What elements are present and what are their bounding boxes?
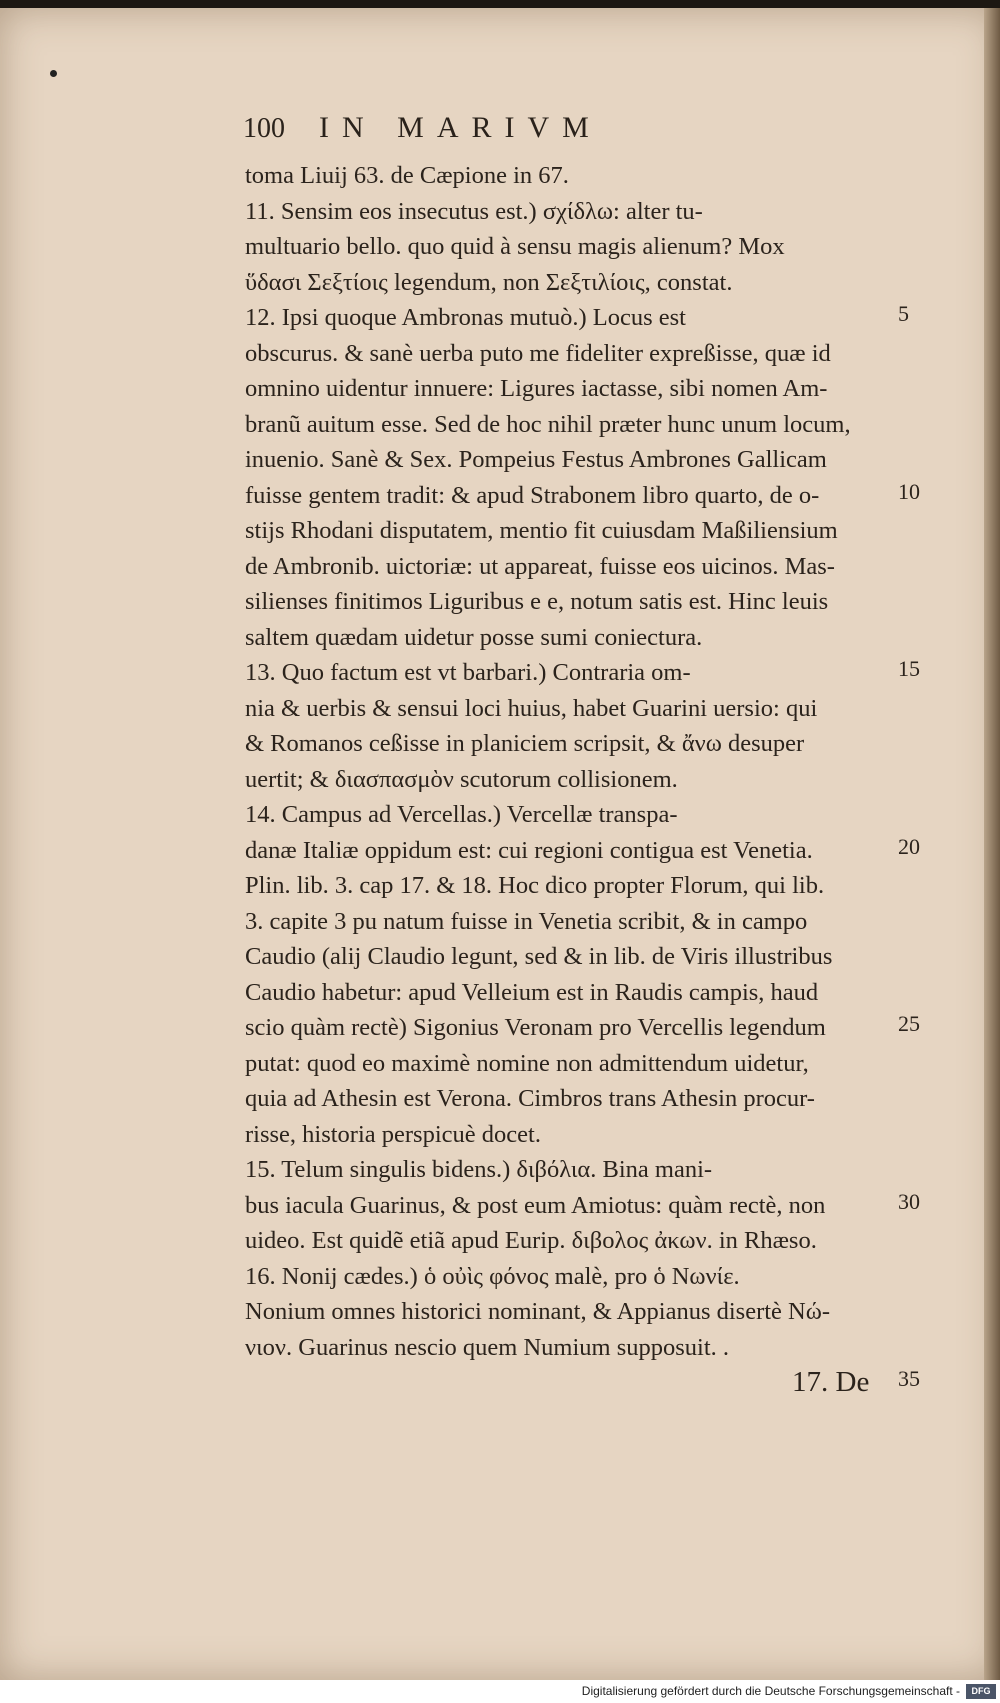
ink-spot: [50, 70, 57, 77]
text-line: νιον. Guarinus nescio quem Numium supposuit. .: [245, 1333, 730, 1361]
margin-number: 10: [898, 479, 920, 504]
catchword-line: [245, 1365, 895, 1401]
text-line: Plin. lib. 3. cap 17. & 18. Hoc dico propter Florum, qui lib.: [245, 872, 825, 899]
text-line: Caudio (alij Claudio legunt, sed & in lib. de Viris illustribus: [245, 943, 833, 970]
catchword: 17. De: [792, 1366, 870, 1398]
text-line: nia & uerbis & sensui loci huius, habet Guarini uersio: qui: [245, 694, 818, 722]
text-line: omnino uidentur innuere: Ligures iactasse, sibi nomen Am-: [245, 375, 828, 402]
text-line: de Ambronib. uictoriæ: ut appareat, fuisse eos uicinos. Mas-: [245, 552, 835, 580]
text-line: Nonium omnes historici nominant, & Appianus disertè Νώ-: [245, 1298, 831, 1325]
text-line: quia ad Athesin est Verona. Cimbros trans Athesin procur-: [245, 1085, 815, 1112]
running-head: IN MARIVM: [319, 111, 602, 144]
text-line: danæ Italiæ oppidum est: cui regioni contigua est Venetia.: [245, 836, 813, 864]
body-text: [245, 158, 895, 1401]
text-line: Caudio habetur: apud Velleium est in Raudis campis, haud: [245, 978, 819, 1006]
text-line: uertit; & διασπασμὸν scutorum collisionem.: [245, 765, 678, 793]
text-line: uideo. Est quidẽ etiã apud Eurip. διβολος ἀκων. in Rhæso.: [245, 1227, 817, 1254]
margin-number: 35: [898, 1366, 920, 1391]
text-line: bus iacula Guarinus, & post eum Amiotus: quàm rectè, non: [245, 1191, 826, 1219]
margin-number: 15: [898, 656, 920, 681]
text-line: risse, historia perspicuè docet.: [245, 1120, 541, 1148]
dfg-logo-icon: DFG: [966, 1684, 996, 1699]
page-edge: [984, 8, 1000, 1680]
text-line: putat: quod eo maximè nomine non admittendum uidetur,: [245, 1049, 809, 1077]
text-line: scio quàm rectè) Sigonius Veronam pro Vercellis legendum: [245, 1014, 826, 1041]
text-line: 15. Telum singulis bidens.) διβόλια. Bina mani-: [245, 1156, 713, 1183]
text-line: multuario bello. quo quid à sensu magis alienum? Mox: [245, 233, 785, 260]
margin-number: 25: [898, 1011, 920, 1036]
page-header: [243, 111, 753, 145]
page-number: 100: [243, 113, 285, 144]
text-line: silienses finitimos Liguribus e e, notum satis est. Hinc leuis: [245, 588, 829, 615]
funding-note: Digitalisierung gefördert durch die Deutsche Forschungsgemeinschaft -: [581, 1684, 960, 1698]
text-line: ὕδασι Σεξτίοις legendum, non Σεξτιλίοις, constat.: [245, 268, 733, 296]
text-line: 3. capite 3 pu natum fuisse in Venetia scribit, & in campo: [245, 907, 808, 935]
text-line: saltem quædam uidetur posse sumi coniectura.: [245, 623, 703, 651]
text-line: obscurus. & sanè uerba puto me fideliter expreßisse, quæ id: [245, 339, 831, 367]
margin-number: 30: [898, 1189, 920, 1214]
text-line: branũ auitum esse. Sed de hoc nihil præter hunc unum locum,: [245, 410, 851, 438]
text-line: 14. Campus ad Vercellas.) Vercellæ transpa-: [245, 801, 678, 828]
book-page: [0, 8, 1000, 1680]
text-line: stijs Rhodani disputatem, mentio fit cuiusdam Maßiliensium: [245, 517, 838, 544]
text-line: toma Liuij 63. de Cæpione in 67.: [245, 162, 569, 189]
text-line: 13. Quo factum est vt barbari.) Contraria om-: [245, 659, 691, 686]
text-line: 11. Sensim eos insecutus est.) σχίδλω: alter tu-: [245, 197, 703, 225]
digitization-footer: [0, 1680, 1000, 1703]
text-line: fuisse gentem tradit: & apud Strabonem libro quarto, de o-: [245, 481, 820, 509]
text-line: 12. Ipsi quoque Ambronas mutuò.) Locus est: [245, 304, 686, 331]
text-line: & Romanos ceßisse in planiciem scripsit, & ἄνω desuper: [245, 730, 805, 757]
text-line: 16. Nonij cædes.) ὁ οὐὶς φόνος malè, pro ὁ Νωνίε.: [245, 1262, 740, 1290]
text-line: inuenio. Sanè & Sex. Pompeius Festus Ambrones Gallicam: [245, 446, 827, 473]
margin-number: 20: [898, 834, 920, 859]
margin-number: 5: [898, 301, 909, 326]
